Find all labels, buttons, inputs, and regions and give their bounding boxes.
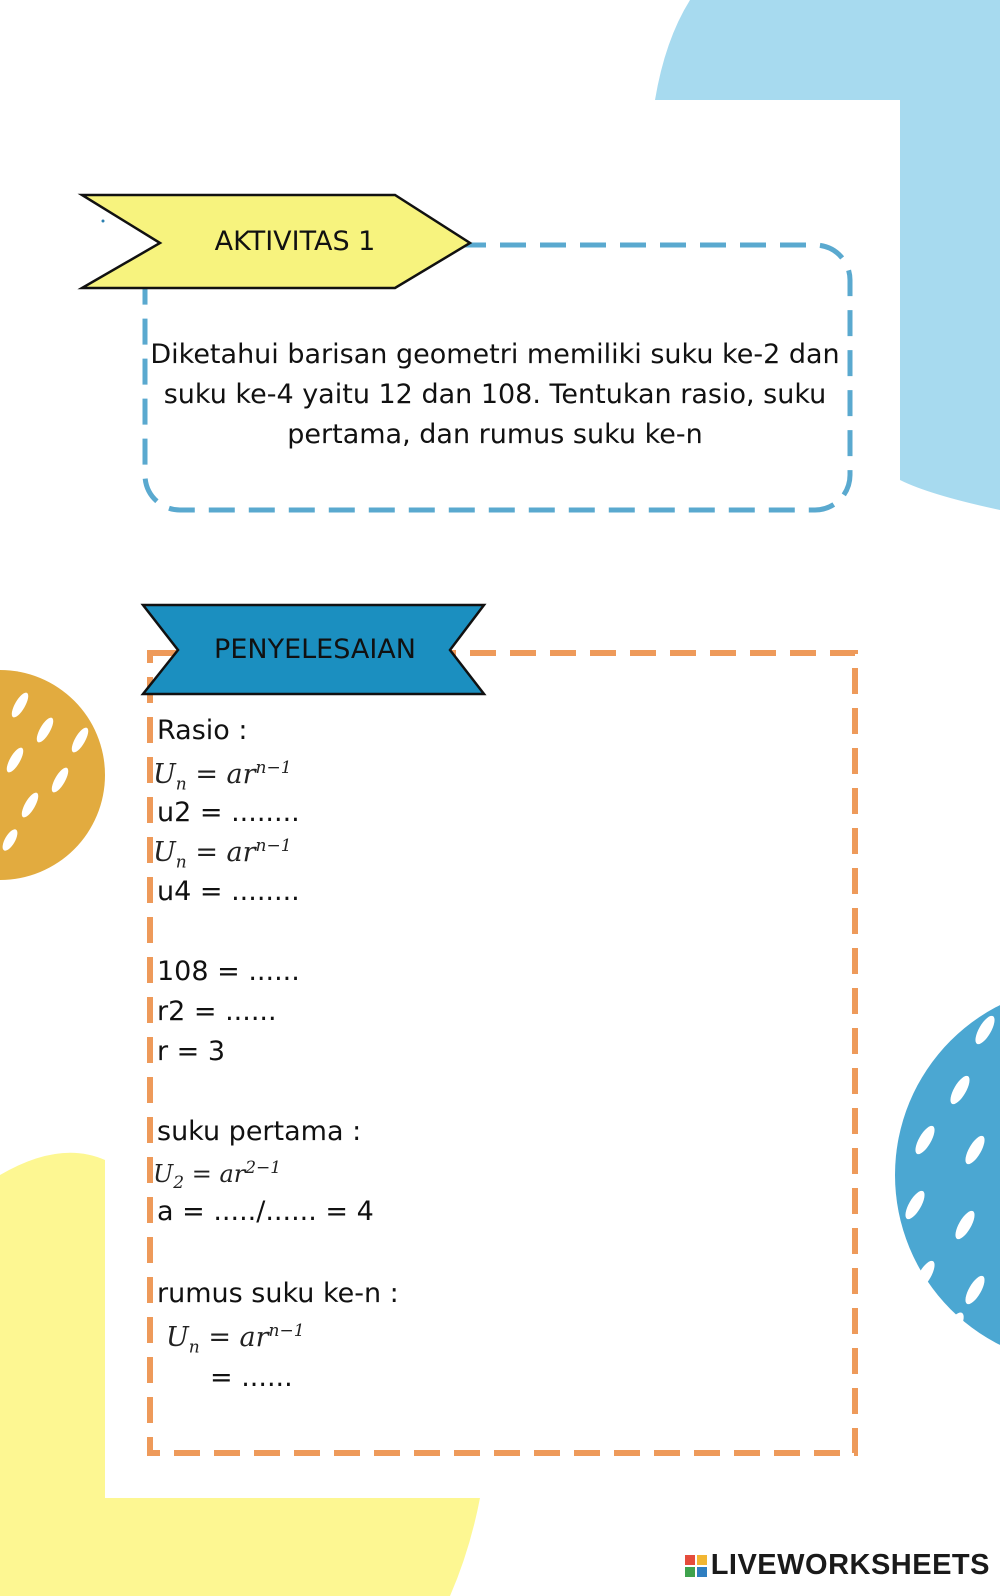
a-line[interactable]: a = ...../...... = 4 [157, 1196, 374, 1227]
line-108[interactable]: 108 = ...... [157, 956, 300, 987]
u4-line[interactable]: u4 = ........ [157, 876, 300, 907]
solution-label: PENYELESAIAN [214, 634, 416, 665]
suku-pertama-label: suku pertama : [157, 1116, 362, 1147]
activity-question-text: Diketahui barisan geometri memiliki suku ke-2 dan suku ke-4 yaitu 12 dan 108. Tentukan rasio, suku pertama, dan rumus suku ke-n [150, 339, 840, 450]
activity-label: AKTIVITAS 1 [214, 226, 376, 257]
logo-text: LIVEWORKSHEETS [710, 1549, 990, 1581]
blue-circle-decoration [895, 985, 1000, 1365]
formula-un-1: $U_n = ar^{n-1}$ [153, 758, 292, 795]
u2-line[interactable]: u2 = ........ [157, 797, 300, 828]
rasio-label: Rasio : [157, 715, 248, 746]
formula-un-3: $U_n = ar^{n-1}$ [166, 1321, 305, 1358]
logo-grid-icon [685, 1555, 707, 1577]
formula-u2: $U_2 = ar^{2-1}$ [153, 1158, 282, 1193]
liveworksheets-logo [685, 1549, 990, 1582]
r2-line[interactable]: r2 = ...... [157, 996, 277, 1027]
r-line: r = 3 [157, 1036, 226, 1067]
mustard-circle-decoration [0, 670, 105, 880]
final-line[interactable]: = ...... [210, 1362, 293, 1393]
formula-un-2: $U_n = ar^{n-1}$ [153, 836, 292, 873]
rumus-label: rumus suku ke-n : [157, 1278, 399, 1309]
